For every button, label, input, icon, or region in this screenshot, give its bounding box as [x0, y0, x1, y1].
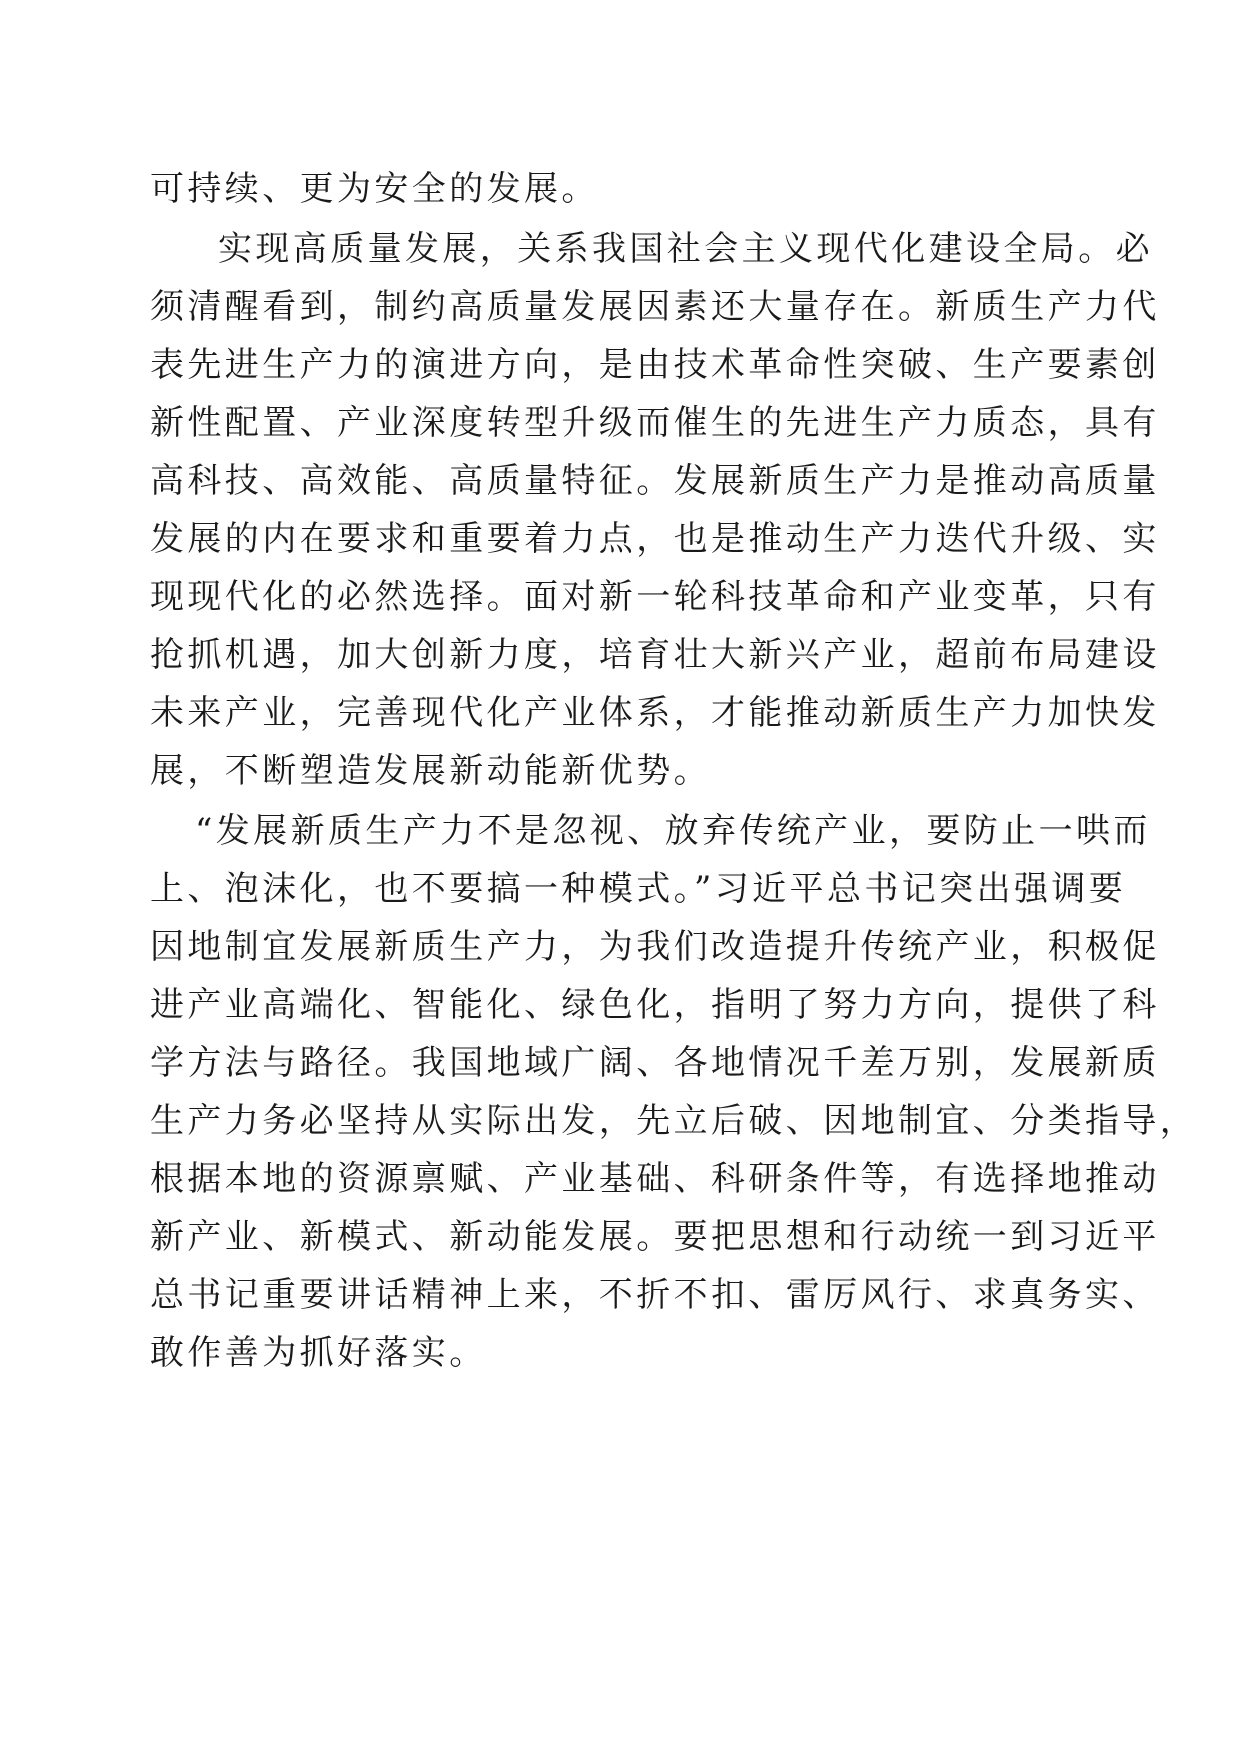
text-line: 展，不断塑造发展新动能新优势。	[150, 751, 711, 791]
paragraph-first-line: 实现高质量发展，关系我国社会主义现代化建设全局。必	[218, 229, 1153, 269]
text-line: 进产业高端化、智能化、绿色化，指明了努力方向，提供了科	[150, 985, 1160, 1025]
text-line: 因地制宜发展新质生产力，为我们改造提升传统产业，积极促	[150, 927, 1160, 967]
text-line: 上、泡沫化，也不要搞一种模式。”习近平总书记突出强调要	[150, 869, 1127, 909]
text-line: 抢抓机遇，加大创新力度，培育壮大新兴产业，超前布局建设	[150, 635, 1160, 675]
paragraph-first-line: “发展新质生产力不是忽视、放弃传统产业，要防止一哄而	[195, 811, 1151, 851]
text-line: 新性配置、产业深度转型升级而催生的先进生产力质态，具有	[150, 403, 1160, 443]
text-line: 发展的内在要求和重要着力点，也是推动生产力迭代升级、实	[150, 519, 1160, 559]
text-line: 根据本地的资源禀赋、产业基础、科研条件等，有选择地推动	[150, 1159, 1160, 1199]
text-line: 须清醒看到，制约高质量发展因素还大量存在。新质生产力代	[150, 287, 1160, 327]
text-line: 学方法与路径。我国地域广阔、各地情况千差万别，发展新质	[150, 1043, 1160, 1083]
text-line: 现现代化的必然选择。面对新一轮科技革命和产业变革，只有	[150, 577, 1160, 617]
text-line: 新产业、新模式、新动能发展。要把思想和行动统一到习近平	[150, 1217, 1160, 1257]
text-line: 未来产业，完善现代化产业体系，才能推动新质生产力加快发	[150, 693, 1160, 733]
text-line: 生产力务必坚持从实际出发，先立后破、因地制宜、分类指导，	[150, 1101, 1198, 1141]
text-line: 表先进生产力的演进方向，是由技术革命性突破、生产要素创	[150, 345, 1160, 385]
text-line: 高科技、高效能、高质量特征。发展新质生产力是推动高质量	[150, 461, 1160, 501]
text-line: 可持续、更为安全的发展。	[150, 169, 599, 209]
text-line: 敢作善为抓好落实。	[150, 1333, 487, 1373]
text-line: 总书记重要讲话精神上来，不折不扣、雷厉风行、求真务实、	[150, 1275, 1160, 1315]
